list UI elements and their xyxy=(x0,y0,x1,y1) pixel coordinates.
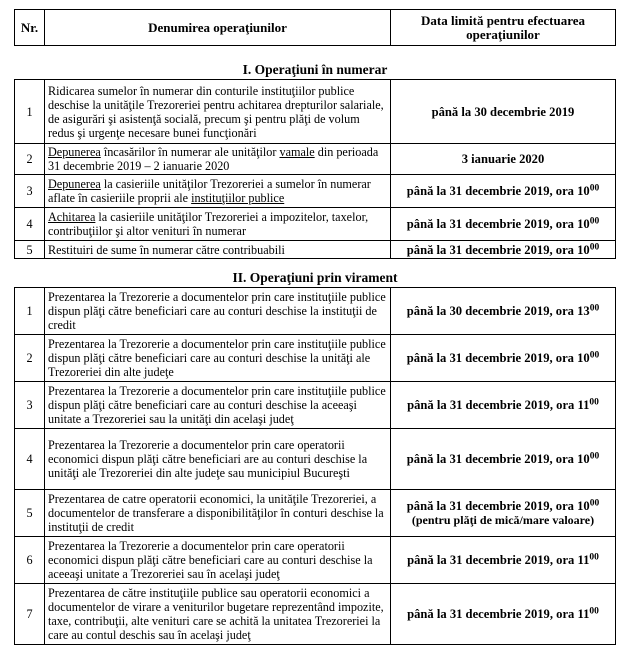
row-number: 3 xyxy=(15,382,45,429)
deadline-text xyxy=(391,382,616,429)
header-nr: Nr. xyxy=(15,10,45,46)
table-row xyxy=(15,288,616,335)
deadline-main: până la 31 decembrie 2019, ora 11 xyxy=(407,607,590,621)
deadline-text xyxy=(391,335,616,382)
deadline-hour: 00 xyxy=(589,216,600,227)
transfer-operations-table xyxy=(14,287,616,645)
table-row xyxy=(15,382,616,429)
deadline-note: (pentru plăţi de mică/mare valoare) xyxy=(411,513,595,527)
row-number: 1 xyxy=(15,80,45,144)
table-row xyxy=(15,490,616,537)
row-number: 1 xyxy=(15,288,45,335)
operation-text: Prezentarea de catre operatorii economici, la unităţile Trezoreriei, a documentelor de transferare a disponibilităţilor în conturi deschise la instituţii de credit xyxy=(45,490,391,537)
operation-part-2: din perioada 31 decembrie 2019 – 2 ianuarie 2020 xyxy=(48,145,379,173)
operation-text xyxy=(45,144,391,175)
deadline-text xyxy=(391,490,616,537)
deadline-main: până la 31 decembrie 2019, ora 10 xyxy=(406,351,590,365)
operation-keyword: Depunerea xyxy=(48,145,101,159)
deadline-text xyxy=(391,208,616,241)
deadline-hour: 00 xyxy=(589,606,599,617)
operation-text xyxy=(45,208,391,241)
row-number: 2 xyxy=(15,144,45,175)
table-row xyxy=(15,537,616,584)
operation-text: Restituiri de sume în numerar către contribuabili xyxy=(45,241,391,259)
deadline-hour: 00 xyxy=(589,183,600,194)
operation-part: la casieriile unităţilor Trezoreriei a sumelor în numerar aflate în casieriile proprii ale xyxy=(48,177,371,205)
operation-keyword-2: vamale xyxy=(279,145,315,159)
operation-keyword: Depunerea xyxy=(48,177,101,191)
deadline-main: până la 31 decembrie 2019, ora 11 xyxy=(407,553,590,567)
operation-text: Prezentarea la Trezorerie a documentelor prin care instituţiile publice dispun plăţi către beneficiari care au conturi deschise la instituţii de credit xyxy=(45,288,391,335)
deadline-hour: 00 xyxy=(589,498,600,509)
table-row xyxy=(15,144,616,175)
deadline-main: până la 31 decembrie 2019, ora 10 xyxy=(406,452,590,466)
deadline-main: 3 ianuarie 2020 xyxy=(461,152,545,166)
table-row xyxy=(15,429,616,490)
header-table xyxy=(14,9,616,46)
deadline-text xyxy=(391,241,616,259)
table-row xyxy=(15,584,616,645)
deadline-main: până la 31 decembrie 2019, ora 10 xyxy=(406,242,590,257)
operation-text: Prezentarea de către instituţiile publice sau operatorii economici a documentelor de virare a veniturilor bugetare reprezentând impozite, taxe, contribuţii, alte venituri care se achită la unitatea Trezoreriei la care au contul deschis sau în acelaşi judeţ xyxy=(45,584,391,645)
deadline-hour: 00 xyxy=(589,397,599,408)
deadline-main: până la 31 decembrie 2019, ora 10 xyxy=(406,184,590,198)
deadline-text xyxy=(391,80,616,144)
operation-text xyxy=(45,175,391,208)
row-number: 3 xyxy=(15,175,45,208)
deadline-main: până la 31 decembrie 2019, ora 10 xyxy=(406,217,590,231)
row-number: 2 xyxy=(15,335,45,382)
table-row xyxy=(15,335,616,382)
operation-part: la casieriile unităţilor Trezoreriei a impozitelor, taxelor, contribuţiilor şi altor venituri în numerar xyxy=(48,210,369,238)
section-1-title: I. Operaţiuni în numerar xyxy=(242,62,388,77)
table-row xyxy=(15,80,616,144)
deadline-text xyxy=(391,584,616,645)
deadline-hour: 00 xyxy=(589,242,600,253)
deadline-hour: 00 xyxy=(589,451,600,462)
operation-text: Prezentarea la Trezorerie a documentelor prin care instituţiile publice dispun plăţi către beneficiari care au conturi deschise la unităţi ale Trezoreriei din alte judeţe xyxy=(45,335,391,382)
row-number: 4 xyxy=(15,208,45,241)
operation-text: Ridicarea sumelor în numerar din conturile instituţiilor publice deschise la unităţile Trezoreriei pentru achitarea drepturilor salariale, de asigurări şi asistenţă socială, precum şi pentru plăţi de volum redus şi urgenţe necesare bunei funcţionări xyxy=(45,80,391,144)
deadline-text xyxy=(391,288,616,335)
row-number: 5 xyxy=(15,490,45,537)
operation-text: Prezentarea la Trezorerie a documentelor prin care instituţiile publice dispun plăţi către beneficiari care au conturi deschise la aceeaşi unitate a Trezoreriei sau la unităţi din acelaşi judeţ xyxy=(45,382,391,429)
deadline-text xyxy=(391,429,616,490)
row-number: 4 xyxy=(15,429,45,490)
header-operations: Denumirea operaţiunilor xyxy=(45,10,391,46)
deadline-hour: 00 xyxy=(589,303,600,314)
row-number: 6 xyxy=(15,537,45,584)
deadline-hour: 00 xyxy=(589,552,599,563)
operation-keyword-2: instituţiilor publice xyxy=(191,191,285,205)
deadline-text xyxy=(391,144,616,175)
deadline-text xyxy=(391,175,616,208)
section-2-title: II. Operaţiuni prin virament xyxy=(232,270,398,285)
row-number: 7 xyxy=(15,584,45,645)
header-deadline: Data limită pentru efectuarea operaţiunilor xyxy=(391,10,616,46)
operation-text: Prezentarea la Trezorerie a documentelor prin care operatorii economici dispun plăţi către beneficiari care au conturi deschise la aceeaşi unitate a Trezoreriei sau în acelaşi judeţ xyxy=(45,537,391,584)
cash-operations-table xyxy=(14,79,616,259)
table-row xyxy=(15,241,616,259)
table-row xyxy=(15,208,616,241)
operation-keyword: Achitarea xyxy=(48,210,96,224)
deadline-main: până la 31 decembrie 2019, ora 10 xyxy=(406,499,590,513)
deadline-main: până la 30 decembrie 2019 xyxy=(431,104,575,119)
table-row xyxy=(15,175,616,208)
deadline-hour: 00 xyxy=(589,350,600,361)
operation-text: Prezentarea la Trezorerie a documentelor prin care operatorii economici dispun plăţi către beneficiari are au conturi deschise la unităţi ale Trezoreriei din alte judeţe sau municipiul Bucureşti xyxy=(45,429,391,490)
deadline-main: până la 31 decembrie 2019, ora 11 xyxy=(407,398,590,412)
operation-part: încasărilor în numerar ale unităţilor xyxy=(100,145,280,159)
row-number: 5 xyxy=(15,241,45,259)
header-row xyxy=(15,10,616,46)
deadline-main: până la 30 decembrie 2019, ora 13 xyxy=(406,304,590,318)
deadline-text xyxy=(391,537,616,584)
